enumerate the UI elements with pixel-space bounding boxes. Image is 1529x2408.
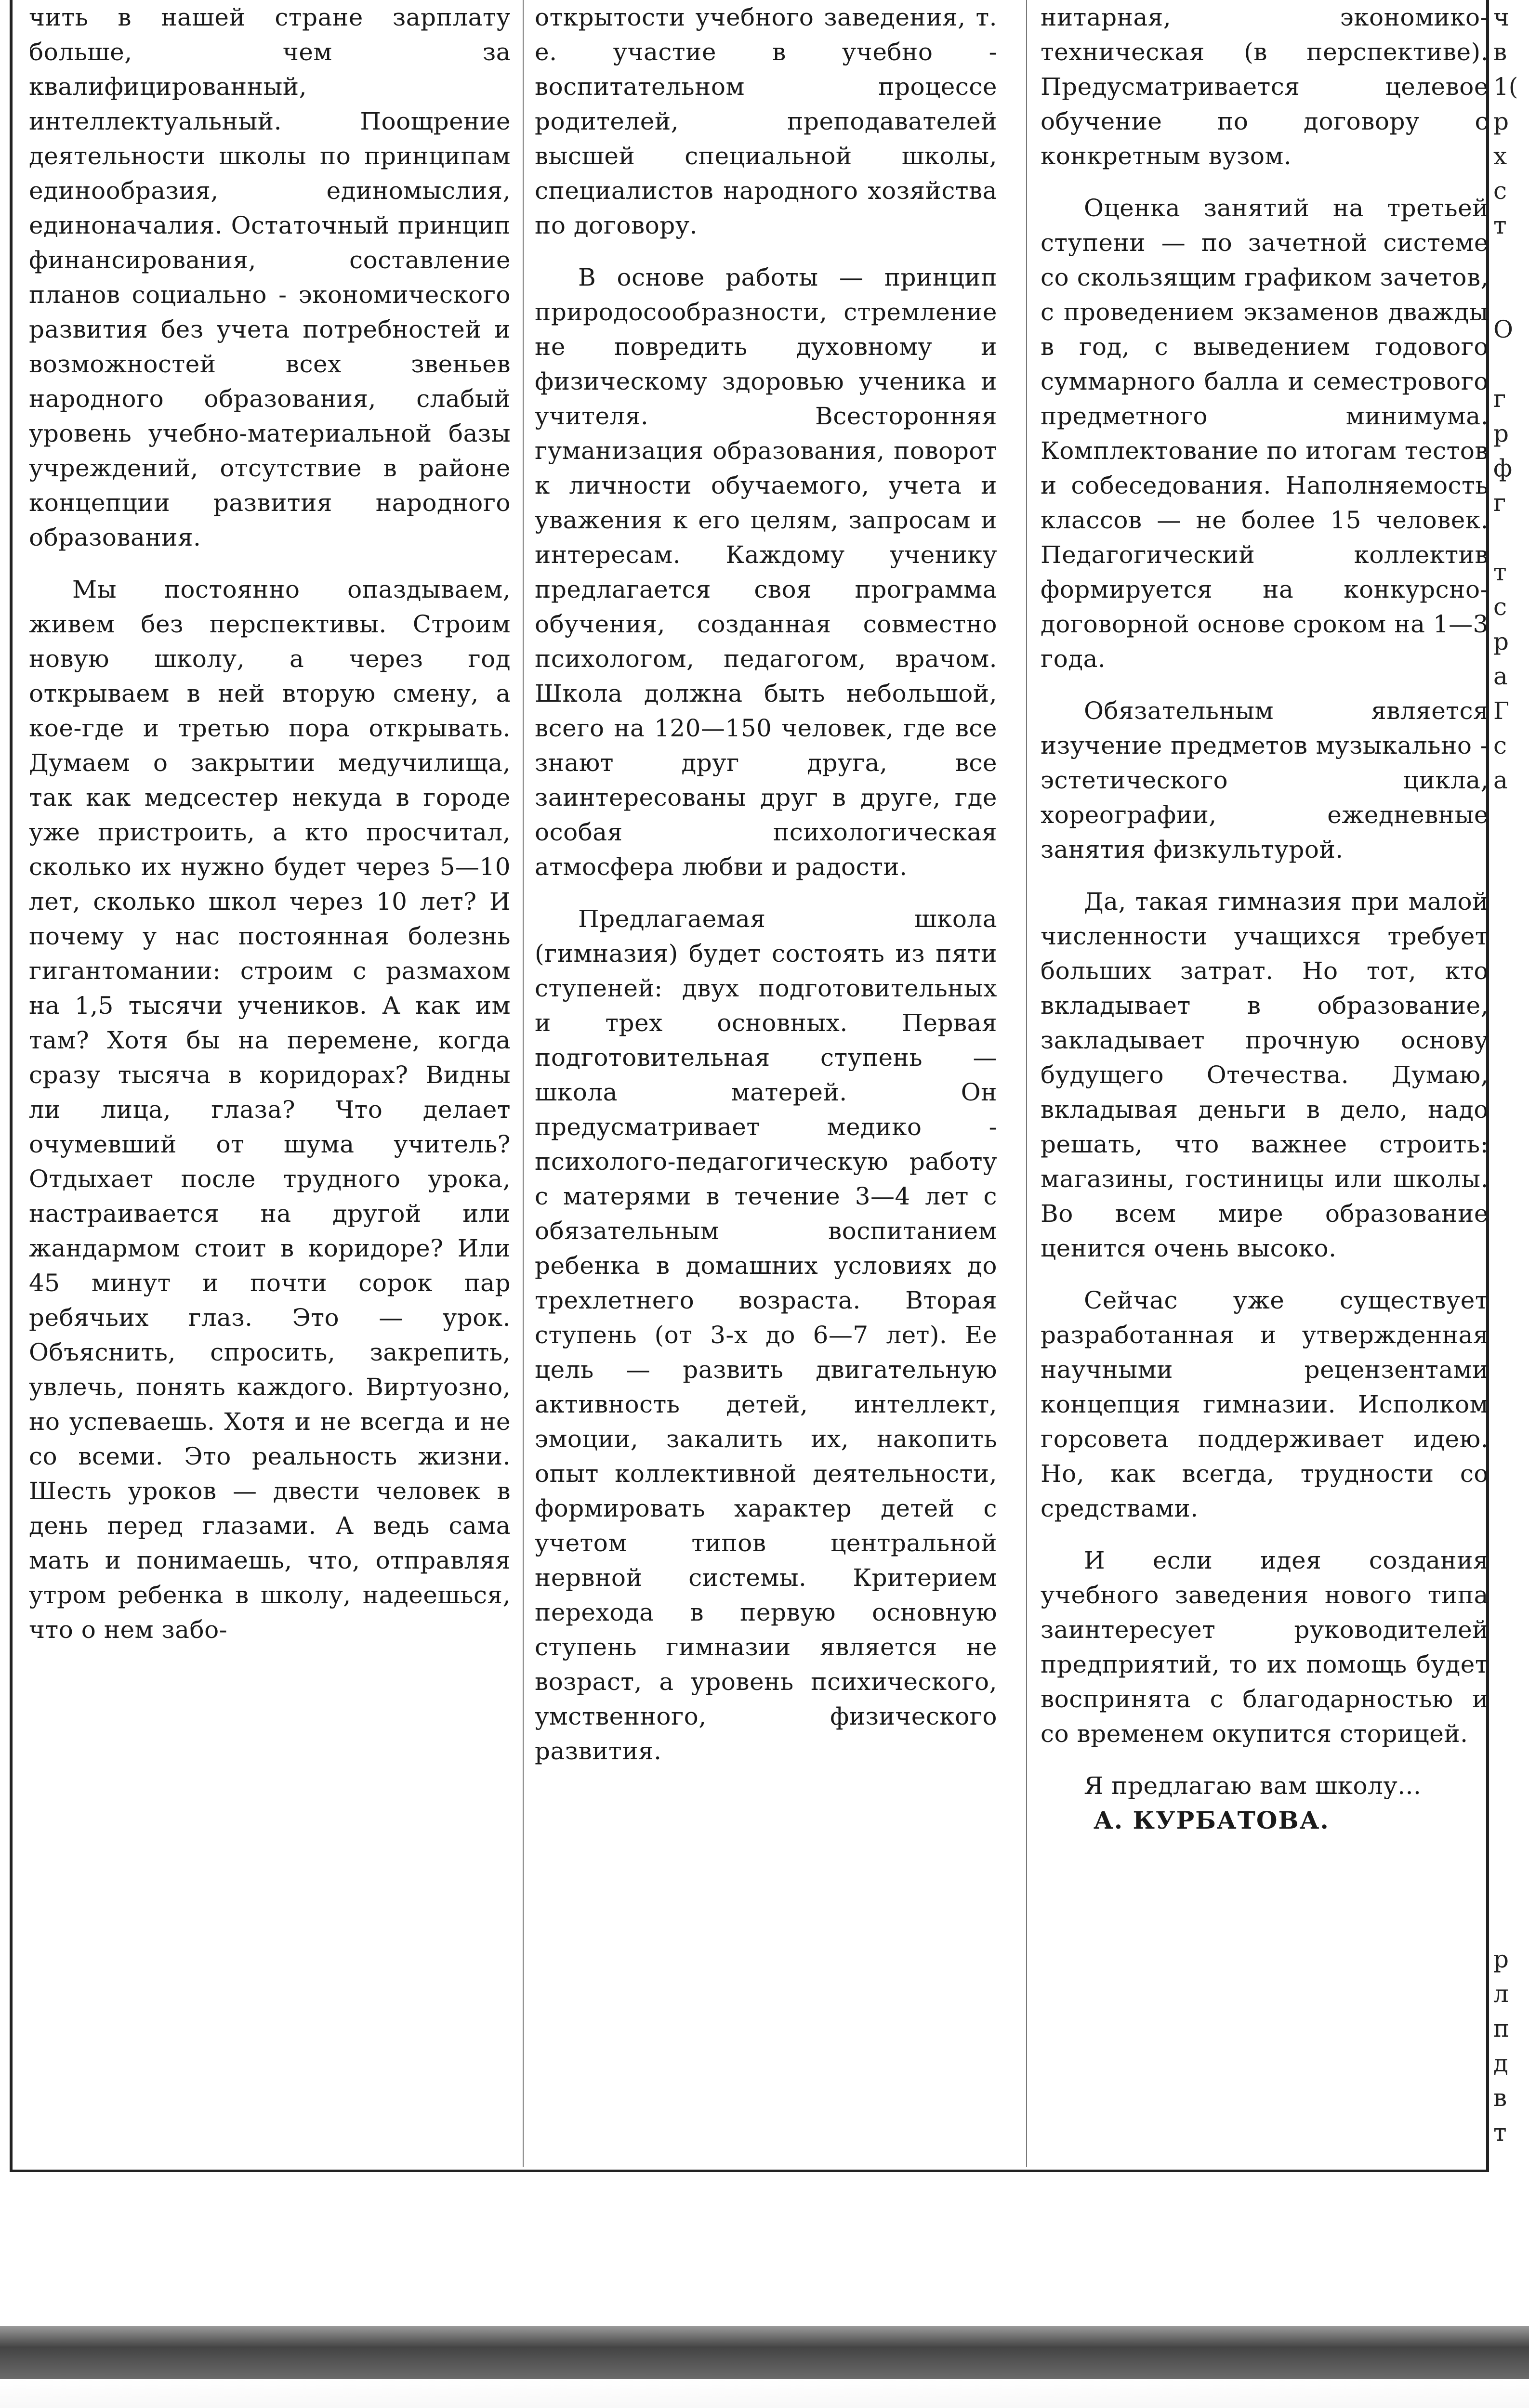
edge-fragment (1493, 1872, 1529, 1907)
edge-fragment (1493, 1352, 1529, 1387)
edge-fragment (1493, 867, 1529, 902)
scan-bottom-shadow (0, 2326, 1529, 2379)
edge-fragment: ч (1493, 3, 1510, 31)
edge-fragment (1493, 1768, 1529, 1803)
edge-fragment (1493, 1110, 1529, 1144)
paragraph: Предлагаемая школа (гимназия) будет состоять из пяти ступеней: двух подготовительных и трех основных. Первая подготовительная ступень — школа матерей. Он предусматривает медико - психолого-педагогическую работу с матерями в течение 3—4 лет с обязательным воспитанием ребенка в домашних условиях до трехлетнего возраста. Вторая ступень (от 3-х до 6—7 лет). Ее цель — развить двигательную активность детей, интеллект, эмоции, закалить их, накопить опыт коллективной деятельности, формировать характер детей с учетом типов центральной нервной системы. Критерием перехода в первую основную ступень гимназии является не возраст, а уровень психического, умственного, физического развития. (535, 905, 997, 1765)
paragraph: И если идея создания учебного заведения нового типа заинтересует руководителей предприятий, то их помощь будет воспринята с благодарностью и со временем окупится сторицей. (1041, 1546, 1489, 1748)
edge-fragment (1493, 1075, 1529, 1110)
paragraph: Сейчас уже существует разработанная и утвержденная научными рецензентами концепция гимназии. Исполком горсовета поддерживает идею. Но, как всегда, трудности со средствами. (1041, 1286, 1489, 1522)
edge-fragment: ф (1493, 454, 1513, 482)
edge-fragment: а (1493, 766, 1508, 794)
edge-fragment (1493, 1387, 1529, 1422)
edge-fragment (1493, 520, 1529, 555)
edge-fragment (1493, 832, 1529, 867)
edge-fragment (1493, 1664, 1529, 1699)
edge-fragment (1493, 1526, 1529, 1560)
edge-fragment: т (1493, 2119, 1507, 2146)
edge-fragment: в (1493, 38, 1507, 66)
paragraph: В основе работы — принцип природосообразности, стремление не повредить духовному и физическому здоровью ученика и учителя. Всесторонняя гуманизация образования, поворот к личности обучаемого, учета и уважения к его целям, запросам и интересам. Каждому ученику предлагается своя программа обучения, созданная совместно психологом, педагогом, врачом. Школа должна быть небольшой, всего на 120—150 человек, где все знают друг друга, все заинтересованы друг в друге, где особая психологическая атмосфера любви и радости. (535, 263, 997, 881)
author-signature: А. КУРБАТОВА. (1094, 1806, 1330, 1834)
edge-fragment (1493, 1630, 1529, 1664)
edge-fragment (1493, 1456, 1529, 1491)
edge-fragment (1493, 1006, 1529, 1040)
paragraph: Да, такая гимназия при малой численности учащихся требует больших затрат. Но тот, кто вкладывает в образование, закладывает прочную основу будущего Отечества. Думаю, вкладывая деньги в дело, надо решать, что важнее строить: магазины, гостиницы или школы. Во всем мире образование ценится очень высоко. (1041, 888, 1489, 1262)
edge-fragment: т (1493, 558, 1507, 586)
article-closing (1041, 1768, 1489, 1838)
edge-fragment (1493, 1595, 1529, 1630)
edge-fragment (1493, 277, 1529, 312)
edge-fragment (1493, 347, 1529, 381)
article-column-2 (535, 0, 997, 2158)
edge-fragment: с (1493, 732, 1507, 759)
paragraph: Мы постоянно опаздываем, живем без перспективы. Строим новую школу, а через год открываем в ней вторую смену, а кое-где и третью пора открывать. Думаем о закрытии медучилища, так как медсестер некуда в городе уже пристроить, а кто просчитал, сколько их нужно будет через 5—10 лет, сколько школ через 10 лет? И почему у нас постоянная болезнь гигантомании: строим с размахом на 1,5 тысячи учеников. А как им там? Хотя бы на перемене, когда сразу тысяча в коридорах? Видны ли лица, глаза? Что делает очумевший от шума учитель? Отдыхает после трудного урока, настраивается на другой или жандармом стоит в коридоре? Или 45 минут и почти сорок пар ребячьих глаз. Это — урок. Объяснить, спросить, закрепить, увлечь, понять каждого. Виртуозно, но успеваешь. Хотя и не всегда и не со всеми. Это реальность жизни. Шесть уроков — двести человек в день перед глазами. А ведь сама мать и понимаешь, что, отправляя утром ребенка в школу, надеешься, что о нем забо- (29, 576, 511, 1644)
scan-bottom-margin (0, 2379, 1529, 2408)
edge-fragment: с (1493, 177, 1507, 205)
article-column-1 (29, 0, 511, 2158)
closing-line: Я предлагаю вам школу... (1084, 1772, 1422, 1800)
edge-fragment: р (1493, 628, 1509, 655)
paragraph: нитарная, экономико-техническая (в перспективе). Предусматривается целевое обучение по договору с конкретным вузом. (1041, 3, 1489, 170)
edge-fragment (1493, 1838, 1529, 1872)
edge-fragment (1493, 798, 1529, 832)
column-separator (523, 0, 524, 2167)
edge-fragment: р (1493, 107, 1509, 135)
paragraph: Обязательным является изучение предметов музыкально - эстетического цикла, хореографии, ежедневные занятия физкультурой. (1041, 697, 1489, 864)
edge-fragment: в (1493, 2084, 1507, 2112)
edge-fragment: р (1493, 419, 1509, 447)
edge-fragment (1493, 971, 1529, 1006)
paragraph: чить в нашей стране зарплату больше, чем за квалифицированный, интеллектуальный. Поощрение деятельности школы по принципам единообразия, единомыслия, единоначалия. Остаточный принцип финансирования, составление планов социально - экономического развития без учета потребностей и возможностей всех звеньев народного образования, слабый уровень учебно-материальной базы учреждений, отсутствие в районе концепции развития народного образования. (29, 3, 511, 551)
edge-fragment (1493, 1283, 1529, 1318)
edge-fragment (1493, 1318, 1529, 1352)
paragraph: открытости учебного заведения, т. е. участие в учебно - воспитательном процессе родителей, преподавателей высшей специальной школы, специалистов народного хозяйства по договору. (535, 3, 997, 239)
edge-fragment: г (1493, 489, 1506, 517)
edge-fragment: Г (1493, 697, 1510, 725)
article-column-3 (1041, 0, 1489, 2158)
edge-fragment: О (1493, 315, 1513, 343)
edge-fragment: л (1493, 1980, 1509, 2008)
edge-fragment (1493, 902, 1529, 936)
edge-fragment (1493, 1179, 1529, 1214)
edge-fragment (1493, 1144, 1529, 1179)
edge-fragment: с (1493, 593, 1507, 621)
edge-fragment: р (1493, 1945, 1509, 1973)
edge-fragment (1493, 1699, 1529, 1734)
edge-fragment (1493, 1907, 1529, 1942)
left-border-rule (10, 0, 13, 2172)
edge-fragment: п (1493, 2015, 1510, 2042)
edge-fragment (1493, 1248, 1529, 1283)
edge-fragment (1493, 1040, 1529, 1075)
adjacent-page-edge (1493, 0, 1529, 2172)
edge-fragment: г (1493, 385, 1506, 413)
column-separator (1026, 0, 1027, 2167)
edge-fragment: д (1493, 2049, 1508, 2077)
bottom-border-rule (10, 2170, 1489, 2172)
edge-fragment (1493, 243, 1529, 277)
edge-fragment: 1( (1493, 73, 1518, 101)
edge-fragment (1493, 1214, 1529, 1248)
edge-fragment: а (1493, 662, 1508, 690)
edge-fragment (1493, 1734, 1529, 1768)
edge-fragment (1493, 1560, 1529, 1595)
edge-fragment (1493, 1491, 1529, 1526)
edge-fragment: т (1493, 211, 1507, 239)
edge-fragment (1493, 1803, 1529, 1838)
paragraph: Оценка занятий на третьей ступени — по зачетной системе со скользящим графиком зачетов, с проведением экзаменов дважды в год, с выведением годового суммарного балла и семестрового предметного минимума. Комплектование по итогам тестов и собеседования. Наполняемость классов — не более 15 человек. Педагогический коллектив формируется на конкурсно-договорной основе сроком на 1—3 года. (1041, 194, 1489, 673)
edge-fragment: х (1493, 142, 1507, 170)
edge-fragment (1493, 1422, 1529, 1456)
edge-fragment (1493, 936, 1529, 971)
